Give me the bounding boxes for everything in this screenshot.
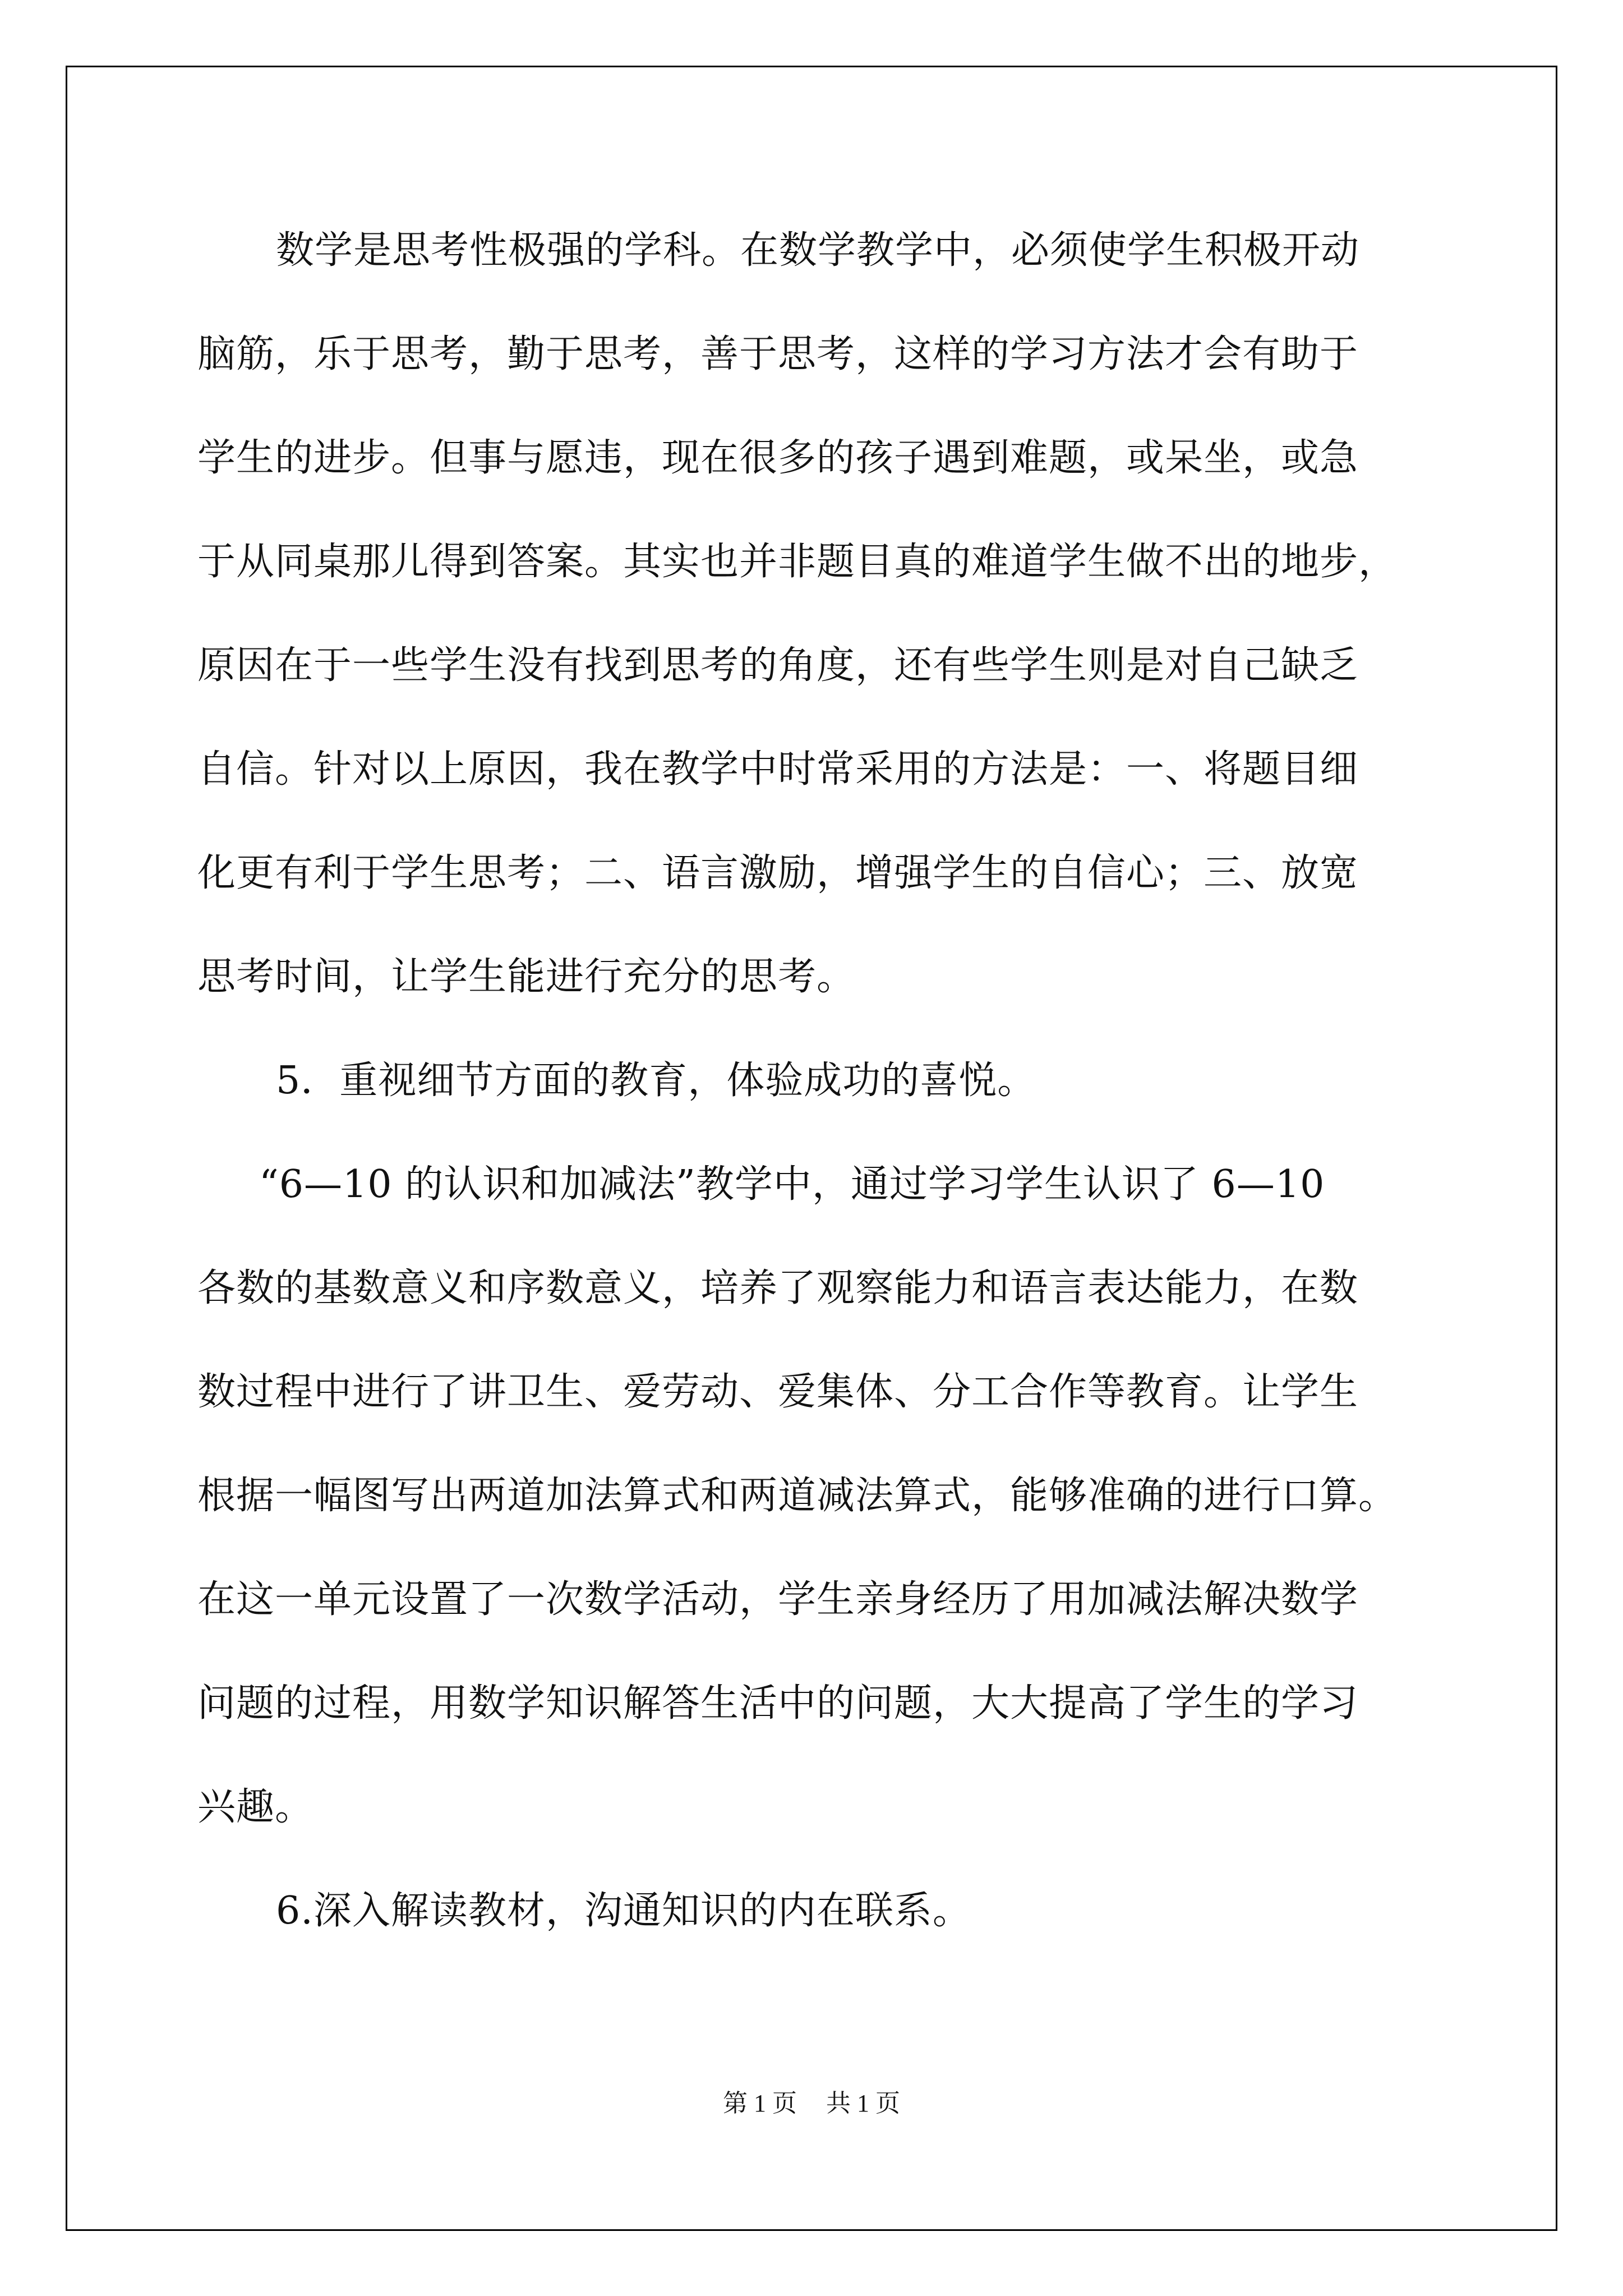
section-heading: 5．重视细节方面的教育，体验成功的喜悦。: [276, 1059, 1036, 1103]
paragraph-line: 数学是思考性极强的学科。在数学教学中，必须使学生积极开动: [276, 228, 1360, 273]
paragraph-line: 根据一幅图写出两道加法算式和两道减法算式，能够准确的进行口算。: [197, 1474, 1398, 1518]
paragraph-line: 自信。针对以上原因，我在教学中时常采用的方法是：一、将题目细: [197, 747, 1359, 792]
paragraph-line: 兴趣。: [197, 1785, 314, 1829]
paragraph-line: 于从同桌那儿得到答案。其实也并非题目真的难道学生做不出的地步，: [197, 540, 1398, 584]
page-footer: [0, 2087, 1623, 2120]
paragraph-line: 学生的进步。但事与愿违，现在很多的孩子遇到难题，或呆坐，或急: [197, 436, 1359, 480]
page-number-current: 第 1 页: [723, 2090, 797, 2117]
paragraph-line: 在这一单元设置了一次数学活动，学生亲身经历了用加减法解决数学: [197, 1577, 1359, 1622]
paragraph-line: 问题的过程，用数学知识解答生活中的问题，大大提高了学生的学习: [197, 1681, 1359, 1726]
section-heading: 6.深入解读教材，沟通知识的内在联系。: [276, 1889, 971, 1933]
paragraph-line: 化更有利于学生思考；二、语言激励，增强学生的自信心；三、放宽: [197, 851, 1359, 895]
paragraph-line: 脑筋，乐于思考，勤于思考，善于思考，这样的学习方法才会有助于: [197, 332, 1359, 376]
paragraph-line: 原因在于一些学生没有找到思考的角度，还有些学生则是对自己缺乏: [197, 643, 1359, 688]
paragraph-line: 数过程中进行了讲卫生、爱劳动、爱集体、分工合作等教育。让学生: [197, 1370, 1359, 1414]
paragraph-line: “6—10 的认识和加减法”教学中，通过学习学生认识了 6—10: [259, 1162, 1325, 1207]
page-number-total: 共 1 页: [826, 2090, 900, 2117]
paragraph-line: 各数的基数意义和序数意义，培养了观察能力和语言表达能力，在数: [197, 1266, 1359, 1310]
paragraph-line: 思考时间，让学生能进行充分的思考。: [197, 955, 856, 999]
